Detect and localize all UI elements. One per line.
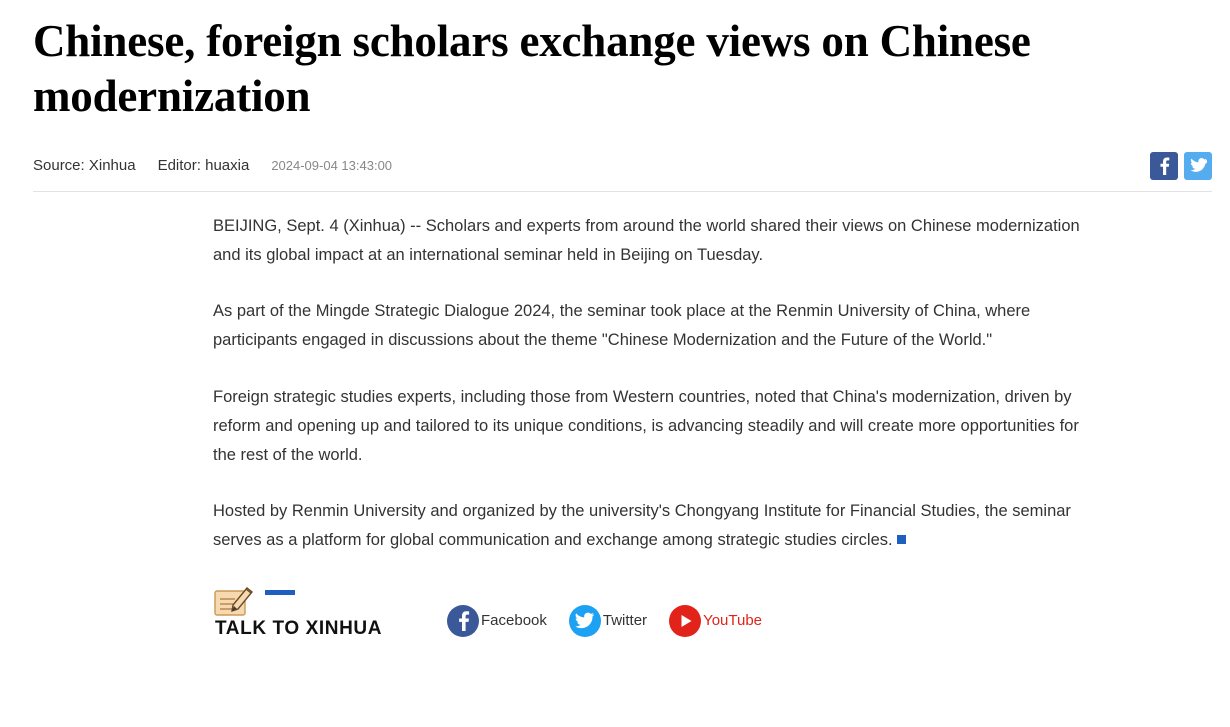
meta-timestamp: 2024-09-04 13:43:00 — [271, 158, 393, 174]
article-paragraph-text: Hosted by Renmin University and organized by the university's Chongyang Institute for Financial Studies, the seminar serves as a platform for global communication and exchange among strategic studies circles. — [213, 502, 1071, 550]
footer-link-twitter[interactable] — [569, 605, 647, 637]
article-paragraph: As part of the Mingde Strategic Dialogue 2024, the seminar took place at the Renmin University of China, where participants engaged in discussions about the theme "Chinese Modernization and the Future of the World." — [213, 302, 1031, 350]
talk-to-xinhua-block[interactable] — [213, 583, 425, 640]
footer-link-facebook[interactable] — [447, 605, 547, 637]
article-meta — [0, 124, 1230, 180]
share-facebook-button[interactable] — [1150, 152, 1178, 180]
talk-to-xinhua-label: TALK TO XINHUA — [215, 617, 383, 639]
facebook-icon — [447, 605, 479, 637]
footer-link-label: YouTube — [703, 612, 763, 630]
end-mark — [897, 535, 906, 544]
page-title: Chinese, foreign scholars exchange views on Chinese modernization — [33, 16, 1031, 121]
accent-dash — [265, 590, 295, 595]
youtube-icon — [669, 605, 701, 637]
footer-social-bar — [213, 583, 1230, 640]
twitter-icon — [1190, 158, 1207, 173]
pencil-notepad-icon — [213, 583, 257, 617]
article-body — [0, 192, 1230, 556]
article-paragraph: BEIJING, Sept. 4 (Xinhua) -- Scholars and experts from around the world shared their views on Chinese modernization and its global impact at an international seminar held in Beijing on Tuesday. — [213, 216, 1080, 264]
footer-link-youtube[interactable] — [669, 605, 762, 637]
footer-link-label: Facebook — [481, 612, 547, 630]
twitter-icon — [569, 605, 601, 637]
article-paragraph-last — [213, 497, 1085, 555]
footer-link-label: Twitter — [602, 612, 648, 630]
meta-source: Source: Xinhua — [33, 157, 136, 175]
share-twitter-button[interactable] — [1184, 152, 1212, 180]
talk-to-xinhua-top — [213, 583, 425, 617]
facebook-icon — [1159, 157, 1170, 175]
article-paragraph: Foreign strategic studies experts, including those from Western countries, noted that China's modernization, driven by reform and opening up and tailored to its unique conditions, is advancing steadily and will create more opportunities for the rest of the world. — [213, 387, 1079, 464]
share-buttons — [1150, 152, 1212, 180]
article-body-inner — [213, 212, 1085, 556]
meta-editor: Editor: huaxia — [157, 157, 250, 175]
